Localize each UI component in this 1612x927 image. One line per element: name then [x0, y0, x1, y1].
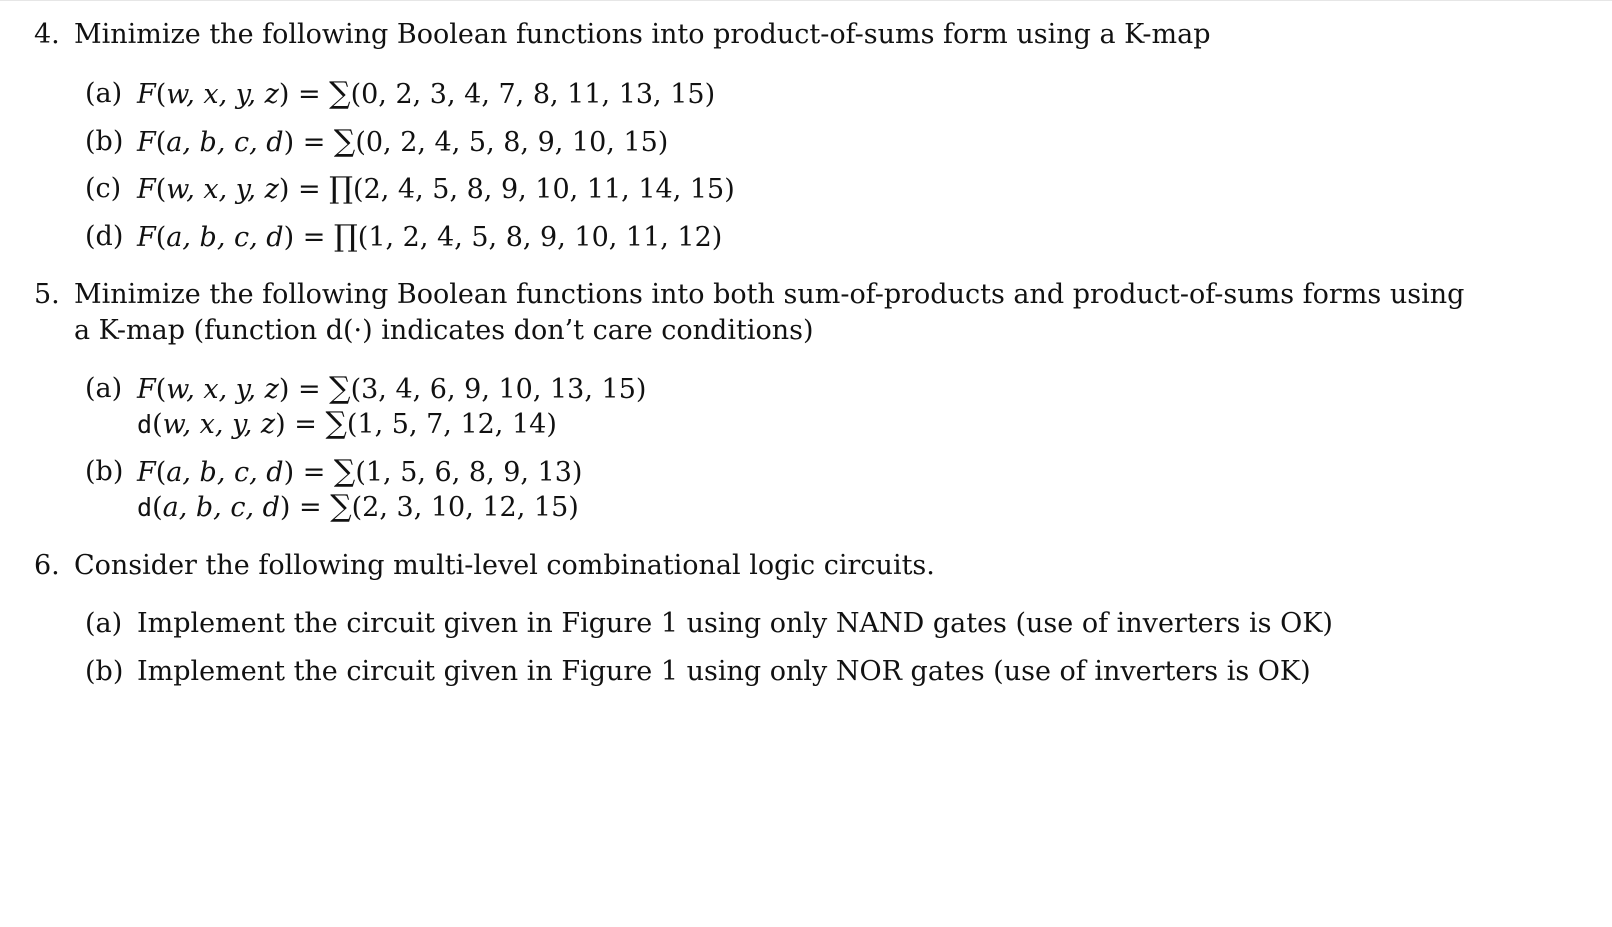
function-expression: F(w, x, y, z) = ∏(2, 4, 5, 8, 9, 10, 11, 14, 15): [137, 171, 735, 206]
function-variables: a, b, c, d: [166, 127, 284, 158]
equals-sign: =: [289, 374, 330, 405]
item-label: (a): [85, 608, 123, 639]
item-text: Implement the circuit given in Figure 1 using only NAND gates (use of inverters is OK): [137, 608, 1333, 639]
equals-sign: =: [294, 222, 334, 253]
function-variables: w, x, y, z: [166, 174, 279, 205]
problem-statement: [74, 277, 1474, 349]
function-name: F: [137, 79, 156, 110]
function-variables: a, b, c, d: [166, 457, 284, 488]
minterm-list: (1, 5, 6, 8, 9, 13): [355, 457, 583, 488]
top-divider: [0, 0, 1612, 1]
minterm-list: (0, 2, 4, 5, 8, 9, 10, 15): [355, 127, 669, 158]
sum-symbol: ∑: [333, 454, 356, 489]
item-text: Implement the circuit given in Figure 1 using only NOR gates (use of inverters is OK): [137, 656, 1311, 687]
sum-symbol: ∑: [329, 371, 351, 406]
function-variables: w, x, y, z: [162, 409, 276, 440]
function-variables: a, b, c, d: [166, 222, 284, 253]
equals-sign: =: [294, 127, 334, 158]
function-variables: w, x, y, z: [166, 374, 279, 405]
item-label: (a): [85, 78, 123, 109]
sum-symbol: ∑: [325, 406, 347, 441]
item-label: (d): [85, 221, 124, 252]
sum-symbol: ∑: [330, 489, 352, 524]
equals-sign: =: [289, 79, 330, 110]
function-expression: F(a, b, c, d) = ∑(1, 5, 6, 8, 9, 13): [137, 454, 583, 489]
function-expression: F(w, x, y, z) = ∑(0, 2, 3, 4, 7, 8, 11, 13, 15): [137, 76, 716, 111]
function-name: F: [137, 374, 156, 405]
problem-statement: [74, 548, 1474, 584]
statement-line: Minimize the following Boolean functions into both sum-of-products and product-of-sums forms using: [74, 279, 1465, 310]
sum-symbol: ∑: [333, 124, 356, 159]
product-symbol: ∏: [333, 219, 358, 254]
function-name: F: [137, 127, 156, 158]
item-label: (b): [85, 456, 124, 487]
equals-sign: =: [294, 457, 334, 488]
item-label: (a): [85, 373, 123, 404]
statement-line: Minimize the following Boolean functions into product-of-sums form using a K-map: [74, 19, 1211, 50]
function-variables: w, x, y, z: [166, 79, 279, 110]
problem-number: 4.: [34, 19, 60, 50]
function-expression: F(a, b, c, d) = ∏(1, 2, 4, 5, 8, 9, 10, 11, 12): [137, 219, 723, 254]
equals-sign: =: [289, 174, 330, 205]
problem-statement: [74, 17, 1474, 53]
problem-number: 6.: [34, 550, 60, 581]
dont-care-list: (2, 3, 10, 12, 15): [351, 492, 579, 523]
dont-care-function-name: d: [137, 493, 153, 522]
minterm-list: (0, 2, 3, 4, 7, 8, 11, 13, 15): [350, 79, 716, 110]
maxterm-list: (2, 4, 5, 8, 9, 10, 11, 14, 15): [353, 174, 735, 205]
item-label: (c): [85, 173, 122, 204]
function-name: F: [137, 174, 156, 205]
sum-symbol: ∑: [329, 76, 351, 111]
item-label: (b): [85, 126, 124, 157]
dont-care-function-name: d: [137, 410, 153, 439]
item-label: (b): [85, 656, 124, 687]
problem-number: 5.: [34, 279, 60, 310]
minterm-list: (3, 4, 6, 9, 10, 13, 15): [350, 374, 647, 405]
function-name: F: [137, 457, 156, 488]
function-name: F: [137, 222, 156, 253]
product-symbol: ∏: [329, 171, 354, 206]
dont-care-expression: d(a, b, c, d) = ∑(2, 3, 10, 12, 15): [137, 489, 579, 524]
statement-line: Consider the following multi-level combinational logic circuits.: [74, 550, 935, 581]
dont-care-expression: d(w, x, y, z) = ∑(1, 5, 7, 12, 14): [137, 406, 557, 441]
statement-line: a K-map (function d(·) indicates don’t care conditions): [74, 315, 814, 346]
maxterm-list: (1, 2, 4, 5, 8, 9, 10, 11, 12): [357, 222, 723, 253]
function-expression: F(a, b, c, d) = ∑(0, 2, 4, 5, 8, 9, 10, 15): [137, 124, 669, 159]
function-variables: a, b, c, d: [162, 492, 280, 523]
function-expression: F(w, x, y, z) = ∑(3, 4, 6, 9, 10, 13, 15): [137, 371, 647, 406]
dont-care-list: (1, 5, 7, 12, 14): [346, 409, 557, 440]
